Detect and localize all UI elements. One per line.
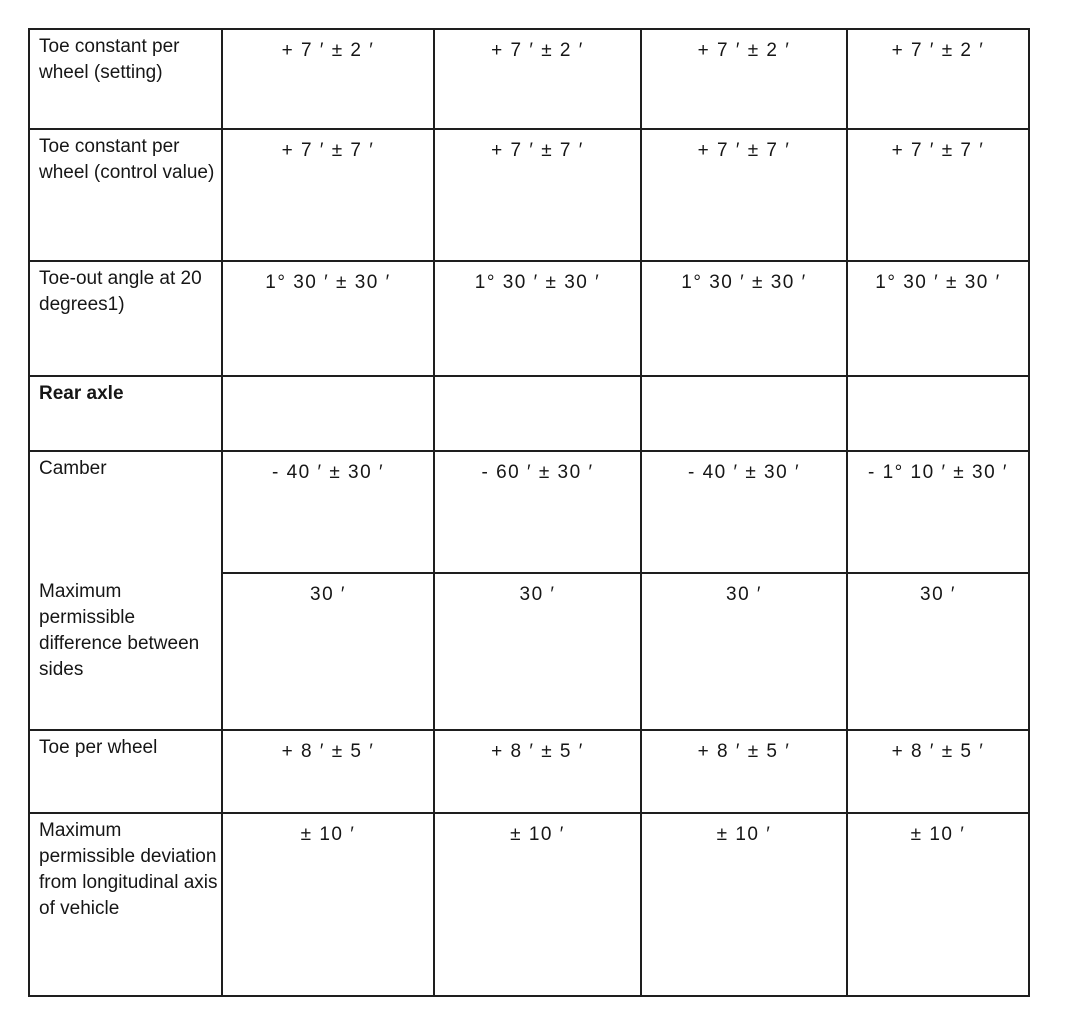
value-cell: 30 ′ — [641, 573, 847, 730]
table-row-toe-setting — [29, 29, 1029, 129]
value-cell: - 60 ′ ± 30 ′ — [434, 451, 641, 573]
table-row-camber — [29, 451, 1029, 573]
row-label: Maximum permissible difference between sides — [29, 573, 222, 730]
value-cell: + 8 ′ ± 5 ′ — [847, 730, 1029, 813]
value-cell: 1° 30 ′ ± 30 ′ — [847, 261, 1029, 376]
row-label: Maximum permissible deviation from longitudinal axis of vehicle — [29, 813, 222, 996]
table-row-toe-out-angle — [29, 261, 1029, 376]
table-row-rear-axle — [29, 376, 1029, 451]
value-cell — [847, 376, 1029, 451]
value-cell: + 7 ′ ± 2 ′ — [641, 29, 847, 129]
row-label: Toe-out angle at 20 degrees1) — [29, 261, 222, 376]
row-label: Toe constant per wheel (setting) — [29, 29, 222, 129]
value-cell: ± 10 ′ — [641, 813, 847, 996]
row-label: Toe per wheel — [29, 730, 222, 813]
value-cell — [222, 376, 434, 451]
value-cell: 30 ′ — [434, 573, 641, 730]
alignment-spec-sheet — [28, 28, 1030, 997]
table-row-max-deviation — [29, 813, 1029, 996]
value-cell: - 1° 10 ′ ± 30 ′ — [847, 451, 1029, 573]
value-cell: 1° 30 ′ ± 30 ′ — [222, 261, 434, 376]
value-cell: ± 10 ′ — [222, 813, 434, 996]
value-cell: + 7 ′ ± 2 ′ — [434, 29, 641, 129]
value-cell: - 40 ′ ± 30 ′ — [641, 451, 847, 573]
value-cell: + 7 ′ ± 2 ′ — [222, 29, 434, 129]
row-label: Camber — [29, 451, 222, 573]
value-cell: + 7 ′ ± 7 ′ — [847, 129, 1029, 261]
value-cell: + 8 ′ ± 5 ′ — [434, 730, 641, 813]
value-cell: + 7 ′ ± 2 ′ — [847, 29, 1029, 129]
value-cell: - 40 ′ ± 30 ′ — [222, 451, 434, 573]
value-cell: + 7 ′ ± 7 ′ — [222, 129, 434, 261]
value-cell: 1° 30 ′ ± 30 ′ — [641, 261, 847, 376]
value-cell: + 7 ′ ± 7 ′ — [434, 129, 641, 261]
section-heading: Rear axle — [29, 376, 222, 451]
value-cell — [641, 376, 847, 451]
value-cell: 30 ′ — [222, 573, 434, 730]
table-row-toe-per-wheel — [29, 730, 1029, 813]
row-label: Toe constant per wheel (control value) — [29, 129, 222, 261]
value-cell: 30 ′ — [847, 573, 1029, 730]
value-cell — [434, 376, 641, 451]
value-cell: + 8 ′ ± 5 ′ — [641, 730, 847, 813]
value-cell: + 8 ′ ± 5 ′ — [222, 730, 434, 813]
table-row-camber-difference — [29, 573, 1029, 730]
value-cell: + 7 ′ ± 7 ′ — [641, 129, 847, 261]
value-cell: ± 10 ′ — [434, 813, 641, 996]
value-cell: ± 10 ′ — [847, 813, 1029, 996]
value-cell: 1° 30 ′ ± 30 ′ — [434, 261, 641, 376]
alignment-spec-table — [28, 28, 1030, 997]
table-row-toe-control — [29, 129, 1029, 261]
